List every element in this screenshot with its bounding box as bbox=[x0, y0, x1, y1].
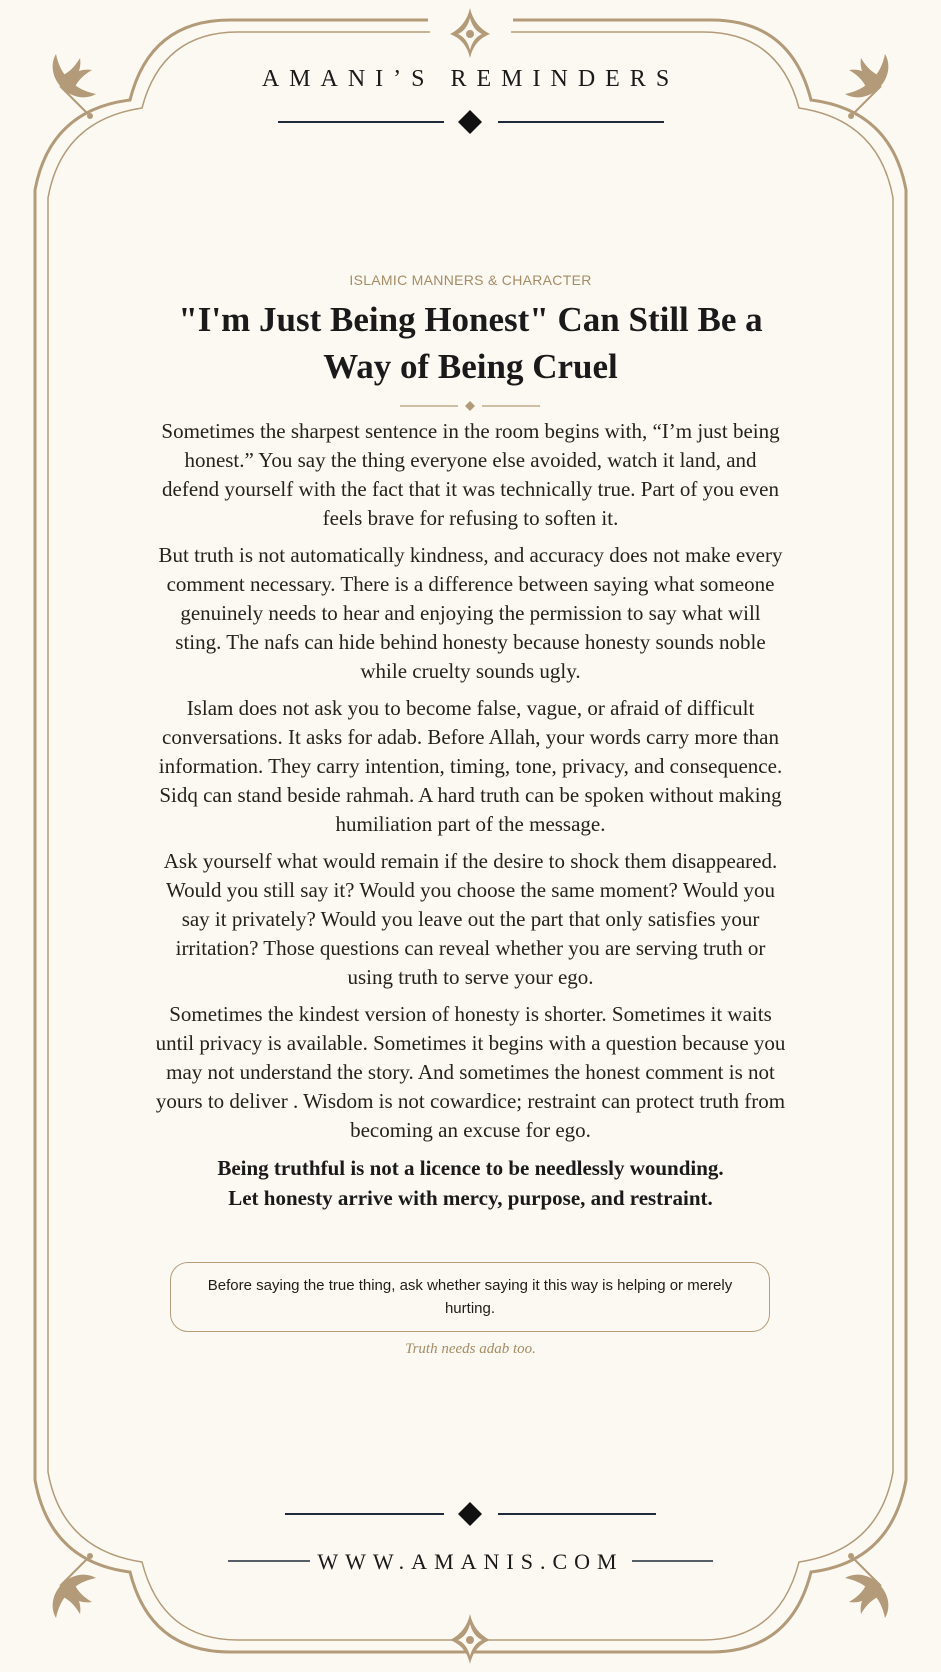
emphasis-statement bbox=[155, 1153, 786, 1213]
diamond-divider-icon bbox=[458, 110, 482, 134]
website-link[interactable]: WWW.AMANIS.COM bbox=[317, 1549, 624, 1574]
tagline: Truth needs adab too. bbox=[405, 1341, 536, 1357]
paragraph: Islam does not ask you to become false, vague, or afraid of difficult conversations. It asks for adab. Before Allah, your words carry more than information. They carry intention, timing, tone, privacy, and consequence. Sidq can stand beside rahmah. A hard truth can be spoken without making humiliation part of the message. bbox=[158, 696, 783, 836]
paragraph: Ask yourself what would remain if the desire to shock them disappeared. Would you still say it? Would you choose the same moment? Would you say it privately? Would you leave out the part that only satisfies your irritation? Those questions can reveal whether you are serving truth or using truth to serve your ego. bbox=[163, 849, 778, 989]
category-label: ISLAMIC MANNERS & CHARACTER bbox=[349, 272, 592, 288]
article-body bbox=[155, 417, 786, 1221]
emphasis-line-2: Let honesty arrive with mercy, purpose, and restraint. bbox=[228, 1186, 713, 1210]
diamond-divider-icon bbox=[458, 1502, 482, 1526]
page-title: "I'm Just Being Honest" Can Still Be a Way of Being Cruel bbox=[178, 300, 763, 386]
paragraph: Sometimes the kindest version of honesty is shorter. Sometimes it waits until privacy is available. Sometimes it begins with a question because you may not understand the story. And sometimes the honest comment is not yours to deliver . Wisdom is not cowardice; restraint can protect truth from becoming an excuse for ego. bbox=[155, 1002, 786, 1142]
emphasis-line-1: Being truthful is not a licence to be needlessly wounding. bbox=[217, 1156, 724, 1180]
reflection-note-text: Before saying the true thing, ask whether saying it this way is helping or merely hurting. bbox=[207, 1277, 733, 1317]
reflection-note bbox=[170, 1262, 770, 1332]
paragraph: But truth is not automatically kindness, and accuracy does not make every comment necessary. There is a difference between saying what someone genuinely needs to hear and enjoying the permission to say what will sting. The nafs can hide behind honesty because honesty sounds noble while cruelty sounds ugly. bbox=[158, 543, 783, 683]
paragraph: Sometimes the sharpest sentence in the room begins with, “I’m just being honest.” You say the thing everyone else avoided, watch it land, and defend yourself with the fact that it was technically true. Part of you even feels brave for refusing to soften it. bbox=[161, 419, 780, 530]
brand-name: AMANI’S REMINDERS bbox=[261, 66, 680, 92]
